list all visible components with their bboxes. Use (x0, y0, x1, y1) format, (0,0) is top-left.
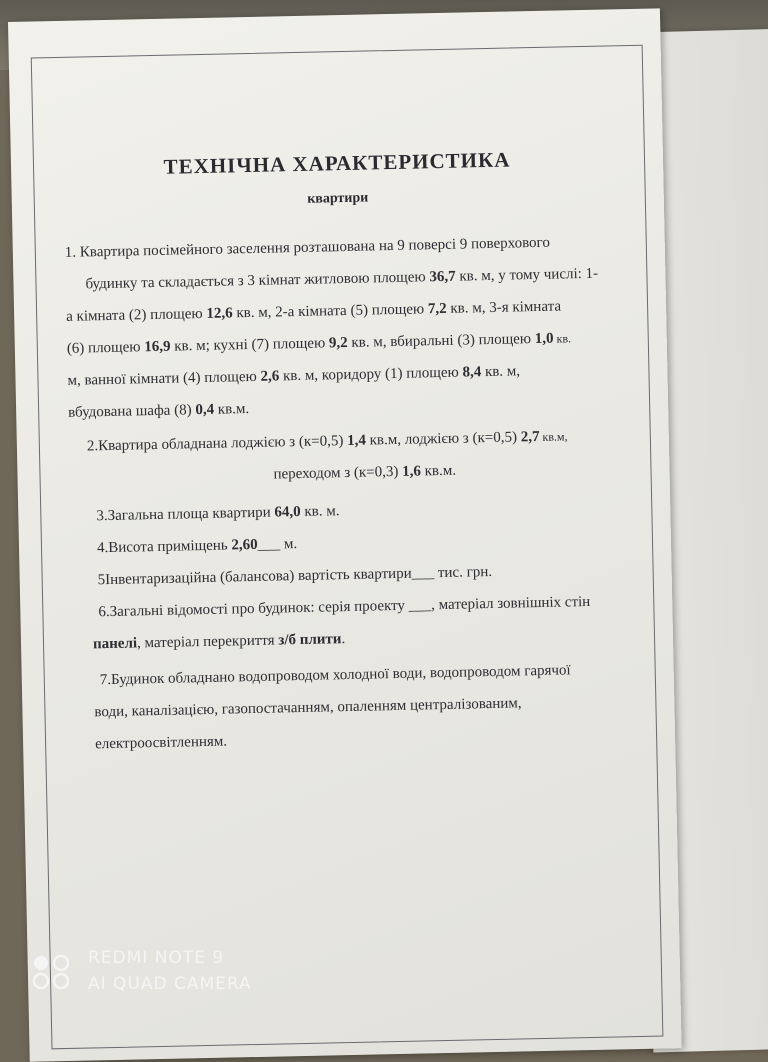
watermark-line-2: AI QUAD CAMERA (88, 974, 252, 994)
p1-line-4: (6) площею 16,9 кв. м; кухні (7) площею 9,2 кв. м, вбиральні (3) площею 1,0 кв. (66, 330, 572, 357)
p6-line-1: 6.Загальні відомості про будинок: серія проекту ___, матеріал зовнішніх стін (98, 593, 591, 621)
p7-line-3: електроосвітленням. (94, 733, 228, 753)
p7-line-2: води, каналізацією, газопостачанням, опаленням централізованим, (94, 695, 522, 721)
p1-line-6: вбудована шафа (8) 0,4 кв.м. (68, 401, 250, 421)
p1-line-3: а кімната (2) площею 12,6 кв. м, 2-а кімната (5) площею 7,2 кв. м, 3-я кімната (66, 298, 562, 325)
p5-line: 5Інвентаризаційна (балансова) вартість квартири___ тис. грн. (97, 563, 493, 589)
document-sheet (8, 8, 682, 1061)
p3-line: 3.Загальна площа квартири 64,0 кв. м. (96, 503, 340, 525)
p4-line: 4.Висота приміщень 2,60___ м. (96, 536, 298, 557)
camera-logo-icon (30, 954, 74, 990)
p1-line-1: 1. Квартира посімейного заселення розташована на 9 поверсі 9 поверхового (64, 234, 551, 261)
p6-line-2: панелі, матеріал перекриття з/б плити. (92, 631, 346, 653)
document-subtitle: квартири (307, 190, 369, 207)
p1-line-5: м, ванної кімнати (4) площею 2,6 кв. м, коридору (1) площею 8,4 кв. м, (67, 363, 521, 389)
p2-line-2: переходом з (к=0,3) 1,6 кв.м. (273, 462, 457, 483)
p7-line-1: 7.Будинок обладнано водопроводом холодної води, водопроводом гарячої (99, 662, 571, 689)
document-title: ТЕХНІЧНА ХАРАКТЕРИСТИКА (163, 147, 511, 179)
p1-line-2: будинку та складається з 3 кімнат житловою площею 36,7 кв. м, у тому числі: 1- (85, 265, 599, 293)
watermark-line-1: REDMI NOTE 9 (88, 948, 225, 968)
p2-line-1: 2.Квартира обладнана лоджією з (к=0,5) 1,4 кв.м, лоджією з (к=0,5) 2,7 кв.м, (86, 428, 568, 455)
